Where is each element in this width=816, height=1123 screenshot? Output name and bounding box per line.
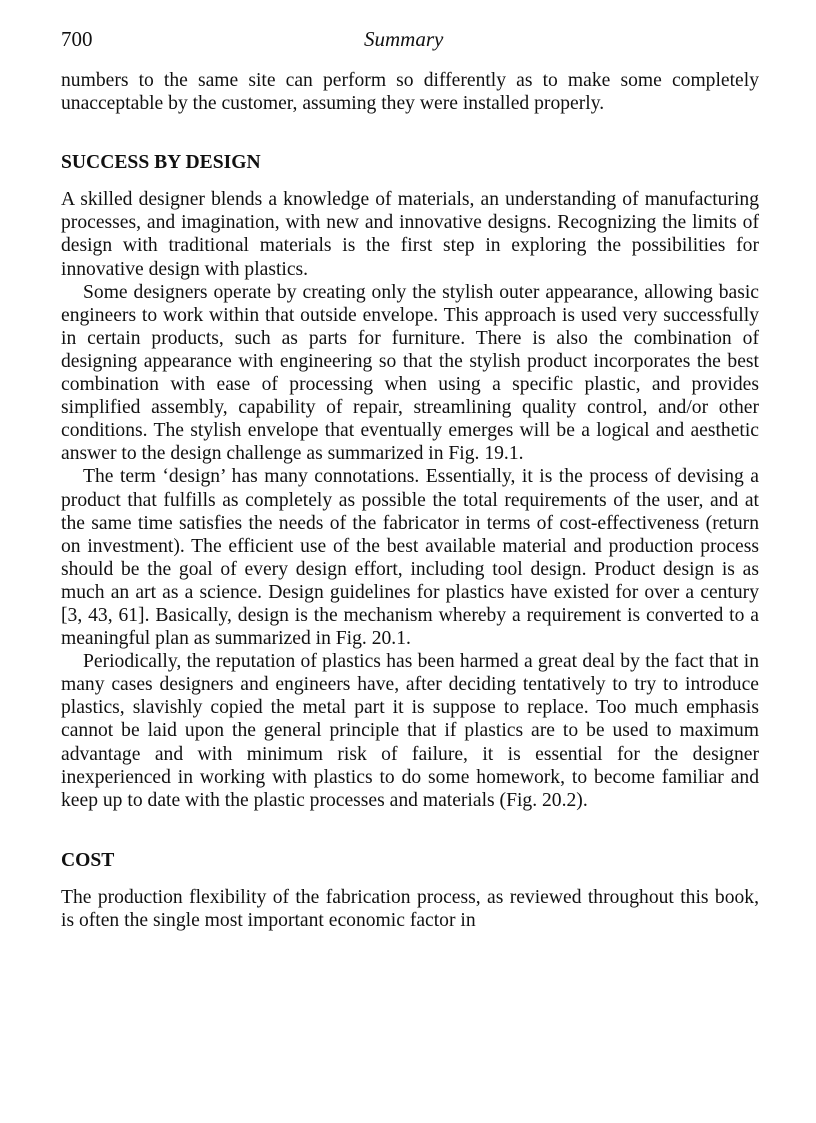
success-paragraph-1: A skilled designer blends a knowledge of materials, an understanding of manufacturing processes, and imagination, with new and innovative designs. Recognizing the limits of design with traditional materials is the first step in exploring the possibilities for innovative design with plastics. xyxy=(61,189,759,280)
success-paragraph-4: Periodically, the reputation of plastics has been harmed a great deal by the fact that in many cases designers and engineers have, after deciding tentatively to try to introduce plastics, slavishly copied the metal part it is suppose to replace. Too much emphasis cannot be laid upon the general principle that if plastics are to be used to maximum advantage and with minimum risk of failure, it is essential for the designer inexperienced in working with plastics to do some homework, to become familiar and keep up to date with the plastic processes and materials (Fig. 20.2). xyxy=(61,651,759,811)
page-number: 700 xyxy=(61,27,93,51)
running-title: Summary xyxy=(364,27,444,51)
success-paragraph-2: Some designers operate by creating only the stylish outer appearance, allowing basic engineers to work within that outside envelope. This approach is used very successfully in certain products, such as parts for furniture. There is also the combination of designing appearance with engineering so that the stylish product incorporates the best combination with ease of processing when using a specific plastic, and provides simplified assembly, capability of repair, streamlining quality control, and/or other conditions. The stylish envelope that eventually emerges will be a logical and aesthetic answer to the design challenge as summarized in Fig. 19.1. xyxy=(61,281,759,465)
section-heading-success-by-design: SUCCESS BY DESIGN xyxy=(61,152,261,174)
success-paragraph-3: The term ‘design’ has many connotations. Essentially, it is the process of devising a product that fulfills as completely as possible the total requirements of the user, and at the same time satisfies the needs of the fabricator in terms of cost-effectiveness (return on investment). The efficient use of the best available material and production process should be the goal of every design effort, including tool design. Product design is as much an art as a science. Design guidelines for plastics have existed for over a century [3, 43, 61]. Basically, design is the mechanism whereby a requirement is converted to a meaningful plan as summarized in Fig. 20.1. xyxy=(61,466,759,650)
book-page xyxy=(61,27,759,932)
running-head xyxy=(61,27,759,55)
cost-paragraph-1: The production flexibility of the fabrication process, as reviewed throughout this book, is often the single most important economic factor in xyxy=(61,886,759,931)
opening-paragraph: numbers to the same site can perform so differently as to make some completely unacceptable by the customer, assuming they were installed properly. xyxy=(61,70,759,115)
section-heading-cost: COST xyxy=(61,849,115,871)
